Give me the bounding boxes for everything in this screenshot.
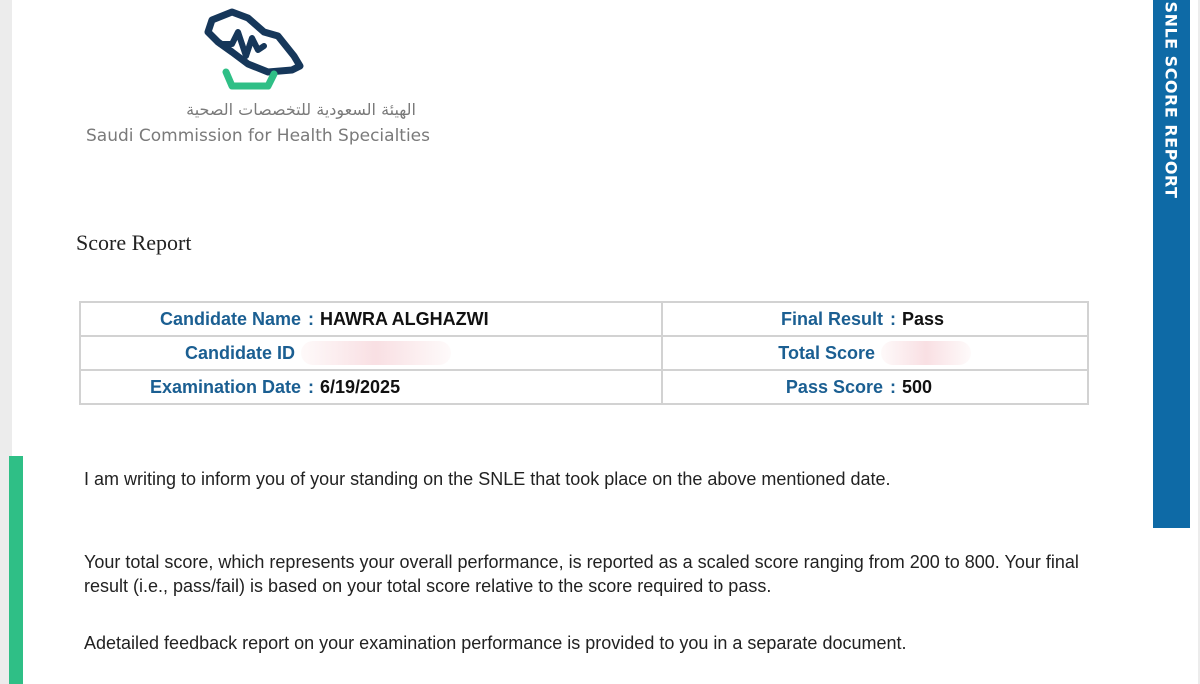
candidate-id-cell xyxy=(80,336,662,370)
final-result-cell xyxy=(662,302,1088,336)
pass-score-cell xyxy=(662,370,1088,404)
candidate-info-table xyxy=(79,301,1089,405)
table-row xyxy=(80,336,1088,370)
candidate-name-label: Candidate Name xyxy=(159,308,301,329)
candidate-name-cell xyxy=(80,302,662,336)
redacted-candidate-id xyxy=(301,341,451,365)
colon: : xyxy=(890,308,896,329)
exam-date-label: Examination Date xyxy=(149,376,301,397)
final-result-value: Pass xyxy=(902,308,945,329)
feedback-paragraph: Adetailed feedback report on your examination performance is provided to you in a separate document. xyxy=(84,633,907,653)
report-title: Score Report xyxy=(76,230,192,255)
exam-date-value: 6/19/2025 xyxy=(320,376,401,397)
colon: : xyxy=(308,376,314,397)
side-band-title: SNLE SCORE REPORT xyxy=(1161,1,1181,199)
final-result-label: Final Result xyxy=(780,308,883,329)
colon: : xyxy=(890,376,896,397)
table-row xyxy=(80,370,1088,404)
colon: : xyxy=(308,308,314,329)
pass-score-label: Pass Score xyxy=(785,376,883,397)
candidate-id-label: Candidate ID xyxy=(184,342,295,363)
standing-paragraph: I am writing to inform you of your standing on the SNLE that took place on the above mentioned date. xyxy=(84,469,891,489)
pass-score-value: 500 xyxy=(902,376,933,397)
green-accent-bar xyxy=(9,456,23,684)
scfhs-logo-icon xyxy=(198,6,306,98)
redacted-total-score xyxy=(881,341,971,365)
total-score-cell xyxy=(662,336,1088,370)
organization-name-english: Saudi Commission for Health Specialties xyxy=(86,126,430,146)
candidate-name-value: HAWRA ALGHAZWI xyxy=(320,308,489,329)
table-row xyxy=(80,302,1088,336)
exam-date-cell xyxy=(80,370,662,404)
total-score-label: Total Score xyxy=(778,342,875,363)
organization-name-arabic: الهيئة السعودية للتخصصات الصحية xyxy=(186,100,416,119)
score-explanation-paragraph: Your total score, which represents your overall performance, is reported as a scaled score ranging from 200 to 800. Your final result (i.e., pass/fail) is based on your total score relative to the score required to pass. xyxy=(84,552,1079,596)
